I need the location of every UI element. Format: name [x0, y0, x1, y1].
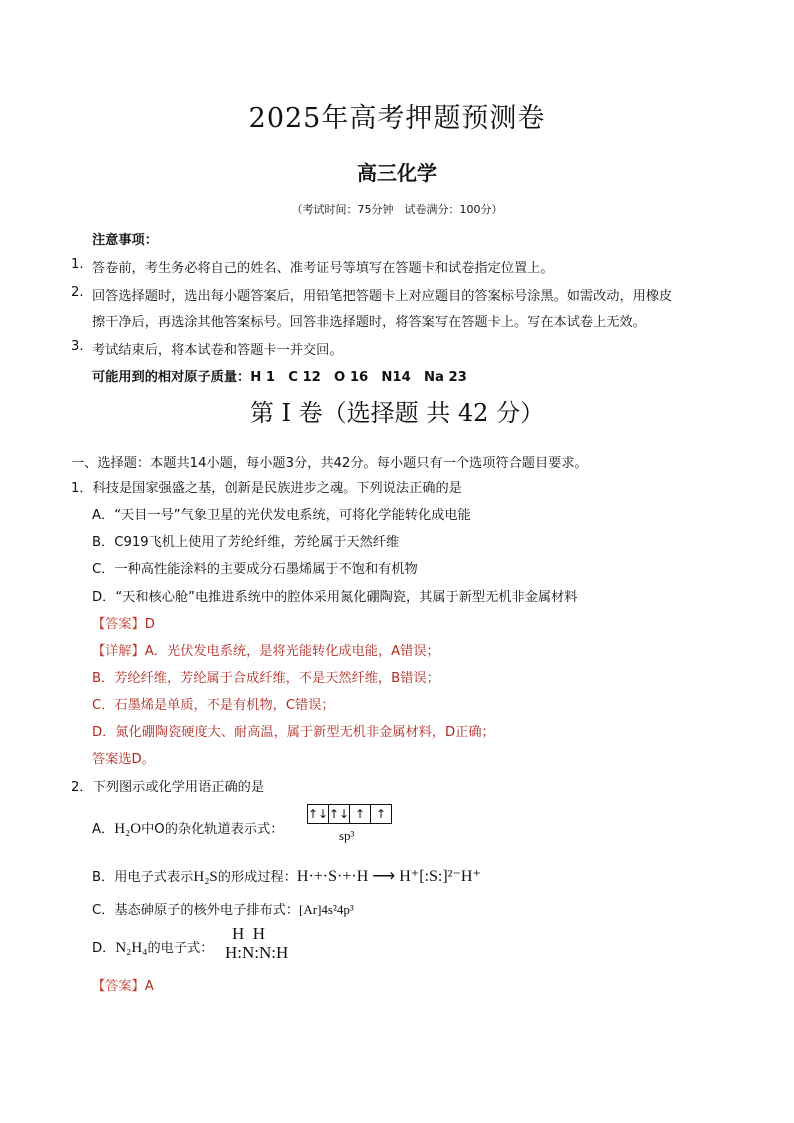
note-3-text: 考试结束后，将本试卷和答题卡一并交回。 — [92, 343, 343, 358]
q2-option-a-formula: H₂O — [114, 821, 142, 837]
n2h4-top-hydrogens: H H — [232, 924, 266, 943]
q2-option-b — [92, 866, 481, 886]
q2-answer — [92, 975, 154, 994]
q2-option-d — [92, 937, 213, 957]
q1-detail-a — [92, 640, 440, 659]
orbital-label: sp³ — [339, 828, 355, 843]
q2-option-d-prefix: D． — [92, 941, 116, 956]
q1-detail-d: D．氮化硼陶瓷硬度大、耐高温，属于新型无机非金属材料，D正确； — [92, 725, 495, 740]
q2-option-a-prefix: A． — [92, 822, 115, 837]
q2-stem: 2．下列图示或化学用语正确的是 — [71, 780, 265, 795]
q2-option-c — [92, 899, 354, 918]
orbital-box-2: ↑↓ — [329, 807, 350, 821]
note-1-text: 答卷前，考生务必将自己的姓名、准考证号等填写在答题卡和试卷指定位置上。 — [92, 261, 554, 276]
orbital-box-1: ↑↓ — [308, 807, 329, 821]
notes-heading: 注意事项： — [92, 233, 158, 248]
atomic-mass-line: 可能用到的相对原子质量：H 1 C 12 O 16 N14 Na 23 — [92, 370, 467, 385]
orbital-box-4: ↑ — [375, 807, 387, 821]
note-3-num: 3. — [71, 339, 84, 354]
q1-answer-label: 【答案】 — [92, 617, 145, 632]
q1-detail-c: C．石墨烯是单质，不是有机物，C错误； — [92, 698, 335, 713]
q1-stem: 1．科技是国家强盛之基，创新是民族进步之魂。下列说法正确的是 — [71, 481, 462, 496]
q1-conclusion: 答案选D。 — [92, 752, 155, 767]
section-instruction: 一、选择题：本题共14小题，每小题3分，共42分。每小题只有一个选项符合题目要求。 — [71, 456, 588, 471]
q1-detail-label: 【详解】 — [92, 644, 145, 659]
q2-answer-label: 【答案】 — [92, 979, 145, 994]
q2-option-d-formula: N₂H₄ — [115, 940, 148, 956]
note-1-num: 1. — [71, 257, 84, 272]
q1-detail-b: B．芳纶纤维，芳纶属于合成纤维，不是天然纤维，B错误； — [92, 671, 440, 686]
orbital-diagram — [307, 804, 392, 824]
q2-option-c-text: C．基态砷原子的核外电子排布式： — [92, 903, 300, 918]
q2-option-b-expr: H·+·S·+·H ⟶ H⁺[:S:]²⁻H⁺ — [296, 868, 481, 885]
exam-title: 2025年高考押题预测卷 — [248, 103, 546, 134]
note-2-num: 2. — [71, 285, 84, 300]
exam-info: （考试时间：75分钟 试卷满分：100分） — [291, 203, 503, 216]
exam-subtitle: 高三化学 — [357, 161, 437, 185]
q2-option-d-text: 的电子式： — [147, 941, 214, 956]
section-title: 第 I 卷（选择题 共 42 分） — [249, 399, 545, 427]
q2-option-b-formula: H₂S — [193, 869, 218, 885]
q1-answer — [92, 613, 155, 632]
q1-option-d: D．“天和核心舱”电推进系统中的腔体采用氮化硼陶瓷，其属于新型无机非金属材料 — [92, 590, 578, 605]
q2-option-c-expr: [Ar]4s²4p³ — [299, 902, 354, 917]
orbital-box-3: ↑ — [350, 805, 371, 823]
q1-option-c: C．一种高性能涂料的主要成分石墨烯属于不饱和有机物 — [92, 562, 418, 577]
q2-option-b-prefix: B．用电子式表示 — [92, 870, 194, 885]
q2-answer-value: A — [144, 979, 154, 994]
q2-option-a-text: 中O的杂化轨道表示式： — [141, 822, 284, 837]
q1-option-a: A．“天目一号”气象卫星的光伏发电系统，可将化学能转化成电能 — [92, 508, 471, 523]
q1-answer-value: D — [144, 617, 155, 632]
note-2-text: 回答选择题时，选出每小题答案后，用铅笔把答题卡上对应题目的答案标号涂黑。如需改动，用橡皮 — [92, 289, 673, 304]
n2h4-electron-formula: H:N:N:H — [225, 943, 289, 962]
q2-option-a — [92, 818, 283, 838]
q2-option-b-text: 的形成过程： — [217, 870, 297, 885]
q1-detail-text-a: A．光伏发电系统，是将光能转化成电能，A错误； — [144, 644, 440, 659]
q1-option-b: B．C919飞机上使用了芳纶纤维，芳纶属于天然纤维 — [92, 535, 400, 550]
note-2-text-cont: 擦干净后，再选涂其他答案标号。回答非选择题时，将答案写在答题卡上。写在本试卷上无效。 — [92, 315, 646, 330]
